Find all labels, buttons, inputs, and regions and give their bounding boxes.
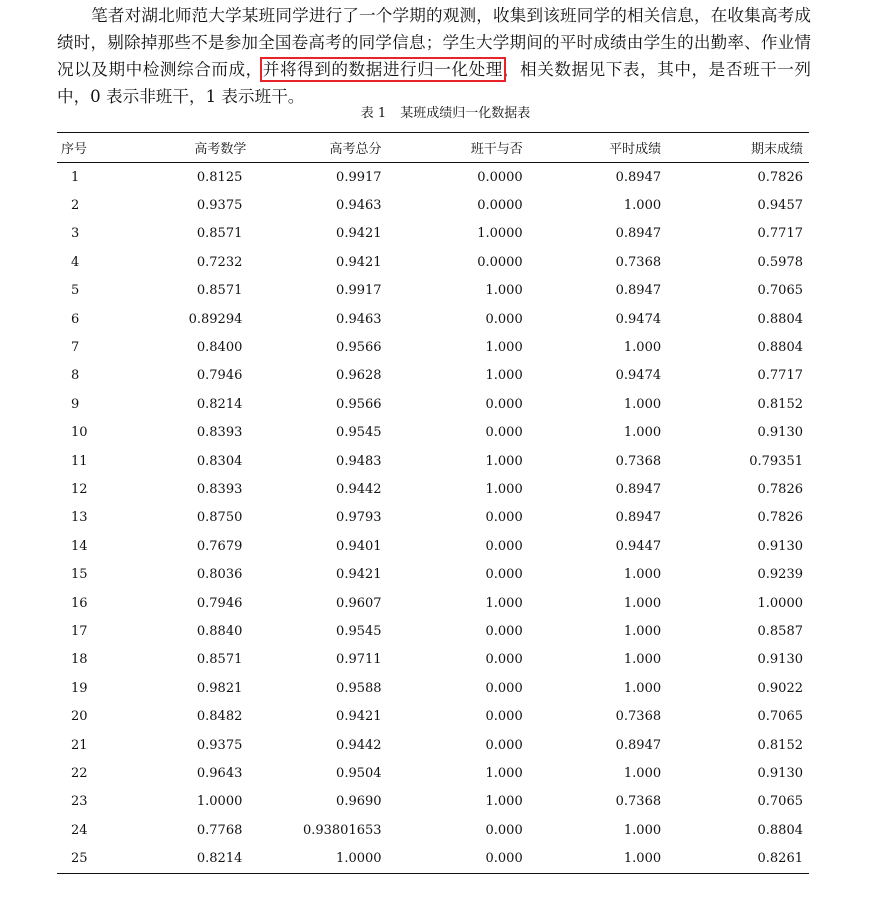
cell-index: 8 [71, 368, 80, 384]
table-row [57, 759, 809, 787]
table-row [57, 844, 809, 873]
cell-final-score: 0.79351 [749, 453, 803, 469]
header-index: 序号 [61, 142, 88, 157]
cell-index: 11 [71, 453, 88, 469]
cell-class-cadre: 0.0000 [477, 198, 523, 214]
cell-regular-score: 1.000 [623, 425, 662, 441]
cell-gaokao-math: 0.8393 [196, 425, 243, 441]
cell-regular-score: 1.000 [623, 623, 662, 639]
cell-gaokao-total: 0.9442 [336, 481, 382, 497]
cell-gaokao-math: 0.9375 [196, 737, 243, 753]
cell-final-score: 0.8261 [757, 851, 803, 867]
cell-final-score: 0.8152 [757, 396, 803, 412]
cell-index: 17 [71, 623, 88, 639]
table-row [57, 702, 809, 730]
cell-final-score: 0.7717 [757, 368, 803, 384]
cell-gaokao-total: 0.9442 [336, 737, 382, 753]
table-row [57, 362, 809, 390]
cell-class-cadre: 0.000 [485, 396, 523, 412]
cell-class-cadre: 1.000 [485, 765, 523, 781]
cell-index: 2 [71, 198, 80, 214]
cell-regular-score: 0.8947 [615, 481, 662, 497]
paragraph-text-part2: ，相关数据见下表，其中，是否班干一列中，0 表示非班干，1 表示班干。 [57, 60, 812, 106]
table-row [57, 447, 809, 475]
cell-final-score: 0.7826 [757, 481, 803, 497]
cell-regular-score: 0.7368 [615, 794, 662, 810]
cell-regular-score: 0.8947 [615, 226, 662, 242]
cell-class-cadre: 0.0000 [477, 254, 523, 270]
cell-class-cadre: 0.000 [485, 652, 523, 668]
cell-index: 14 [71, 538, 88, 554]
cell-gaokao-total: 0.9401 [336, 538, 382, 554]
cell-regular-score: 1.000 [623, 652, 662, 668]
cell-index: 4 [71, 254, 80, 270]
cell-final-score: 1.0000 [757, 595, 803, 611]
cell-gaokao-math: 0.8125 [196, 169, 243, 185]
cell-regular-score: 0.8947 [615, 283, 662, 299]
cell-gaokao-math: 0.89294 [188, 311, 243, 327]
cell-regular-score: 0.7368 [615, 254, 662, 270]
cell-gaokao-math: 0.7232 [196, 254, 243, 270]
cell-class-cadre: 1.000 [485, 368, 523, 384]
table-row [57, 220, 809, 248]
cell-gaokao-math: 0.8214 [196, 396, 243, 412]
cell-index: 6 [71, 311, 80, 327]
cell-class-cadre: 1.0000 [477, 226, 523, 242]
table-row [57, 504, 809, 532]
cell-class-cadre: 0.000 [485, 623, 523, 639]
cell-gaokao-math: 0.7679 [196, 538, 243, 554]
table-row [57, 475, 809, 503]
table-row [57, 731, 809, 759]
table-caption [0, 104, 891, 124]
cell-class-cadre: 0.000 [485, 709, 523, 725]
table-row [57, 390, 809, 418]
cell-gaokao-math: 0.8482 [196, 709, 243, 725]
cell-class-cadre: 1.000 [485, 283, 523, 299]
body-paragraph [57, 2, 811, 110]
cell-class-cadre: 0.000 [485, 851, 523, 867]
table-caption-title: 某班成绩归一化数据表 [400, 106, 531, 121]
cell-index: 7 [71, 340, 80, 356]
table-row [57, 419, 809, 447]
cell-gaokao-total: 0.9545 [336, 425, 382, 441]
cell-final-score: 0.8152 [757, 737, 803, 753]
cell-class-cadre: 0.000 [485, 737, 523, 753]
cell-gaokao-math: 0.7946 [196, 368, 243, 384]
cell-class-cadre: 0.000 [485, 538, 523, 554]
cell-index: 12 [71, 481, 88, 497]
cell-regular-score: 1.000 [623, 765, 662, 781]
cell-final-score: 0.9130 [757, 765, 803, 781]
cell-regular-score: 1.000 [623, 680, 662, 696]
cell-index: 21 [71, 737, 88, 753]
cell-gaokao-math: 0.8571 [196, 652, 243, 668]
header-gaokao-math: 高考数学 [194, 142, 247, 157]
cell-class-cadre: 1.000 [485, 340, 523, 356]
cell-index: 15 [71, 567, 88, 583]
table-row [57, 617, 809, 645]
table-row [57, 532, 809, 560]
cell-class-cadre: 0.000 [485, 311, 523, 327]
cell-gaokao-total: 0.9588 [336, 680, 382, 696]
cell-index: 16 [71, 595, 88, 611]
cell-gaokao-total: 0.9421 [336, 567, 382, 583]
cell-regular-score: 1.000 [623, 595, 662, 611]
cell-class-cadre: 0.000 [485, 822, 523, 838]
cell-regular-score: 1.000 [623, 822, 662, 838]
cell-final-score: 0.8804 [757, 311, 803, 327]
cell-regular-score: 1.000 [623, 198, 662, 214]
cell-class-cadre: 0.000 [485, 510, 523, 526]
cell-index: 24 [71, 822, 88, 838]
highlighted-phrase: 并将得到的数据进行归一化处理 [262, 60, 503, 79]
cell-index: 1 [71, 169, 80, 185]
cell-gaokao-total: 0.9917 [336, 169, 382, 185]
cell-class-cadre: 1.000 [485, 595, 523, 611]
cell-final-score: 0.5978 [757, 254, 803, 270]
cell-regular-score: 0.8947 [615, 737, 662, 753]
cell-regular-score: 0.9474 [615, 311, 662, 327]
cell-gaokao-total: 1.0000 [336, 851, 382, 867]
table-row [57, 788, 809, 816]
cell-gaokao-total: 0.93801653 [302, 822, 382, 838]
table-row [57, 163, 809, 192]
cell-gaokao-total: 0.9566 [336, 396, 382, 412]
cell-final-score: 0.8804 [757, 822, 803, 838]
cell-gaokao-math: 0.8571 [196, 226, 243, 242]
table-row [57, 560, 809, 588]
cell-index: 10 [71, 425, 88, 441]
cell-gaokao-total: 0.9690 [336, 794, 382, 810]
cell-class-cadre: 0.0000 [477, 169, 523, 185]
header-class-cadre: 班干与否 [470, 142, 523, 157]
cell-gaokao-total: 0.9421 [336, 254, 382, 270]
cell-class-cadre: 1.000 [485, 794, 523, 810]
cell-final-score: 0.7826 [757, 510, 803, 526]
table-caption-number: 表 1 [360, 106, 387, 121]
cell-regular-score: 1.000 [623, 340, 662, 356]
cell-final-score: 0.7717 [757, 226, 803, 242]
cell-final-score: 0.7065 [757, 283, 803, 299]
cell-regular-score: 0.9447 [615, 538, 662, 554]
cell-gaokao-math: 0.7946 [196, 595, 243, 611]
paragraph-text-part1: 笔者对湖北师范大学某班同学进行了一个学期的观测，收集到该班同学的相关信息，在收集高考成绩时，剔除掉那些不是参加全国卷高考的同学信息；学生大学期间的平时成绩由学生的出勤率、作业情况以及期中检测综合而成， [57, 6, 811, 79]
cell-final-score: 0.7065 [757, 794, 803, 810]
cell-class-cadre: 0.000 [485, 425, 523, 441]
cell-gaokao-math: 0.8393 [196, 481, 243, 497]
cell-index: 22 [71, 765, 88, 781]
cell-gaokao-math: 0.8840 [196, 623, 243, 639]
cell-index: 18 [71, 652, 88, 668]
cell-index: 9 [71, 396, 80, 412]
cell-final-score: 0.7065 [757, 709, 803, 725]
cell-index: 23 [71, 794, 88, 810]
cell-regular-score: 0.8947 [615, 510, 662, 526]
cell-class-cadre: 1.000 [485, 481, 523, 497]
cell-final-score: 0.8804 [757, 340, 803, 356]
cell-regular-score: 1.000 [623, 851, 662, 867]
cell-regular-score: 1.000 [623, 567, 662, 583]
cell-regular-score: 0.9474 [615, 368, 662, 384]
cell-gaokao-total: 0.9504 [336, 765, 382, 781]
table-row [57, 305, 809, 333]
cell-gaokao-total: 0.9463 [336, 198, 382, 214]
table-row [57, 333, 809, 361]
cell-gaokao-math: 0.8036 [196, 567, 243, 583]
table-header-row [57, 133, 809, 163]
cell-gaokao-math: 0.8214 [196, 851, 243, 867]
cell-gaokao-total: 0.9463 [336, 311, 382, 327]
cell-final-score: 0.9022 [757, 680, 803, 696]
cell-regular-score: 0.7368 [615, 709, 662, 725]
cell-index: 20 [71, 709, 88, 725]
cell-gaokao-math: 1.0000 [196, 794, 243, 810]
cell-gaokao-total: 0.9483 [336, 453, 382, 469]
cell-index: 13 [71, 510, 88, 526]
cell-class-cadre: 0.000 [485, 567, 523, 583]
cell-final-score: 0.9130 [757, 652, 803, 668]
table-row [57, 191, 809, 219]
cell-gaokao-total: 0.9628 [336, 368, 382, 384]
cell-gaokao-math: 0.8571 [196, 283, 243, 299]
cell-gaokao-math: 0.9821 [196, 680, 243, 696]
cell-gaokao-total: 0.9545 [336, 623, 382, 639]
cell-gaokao-math: 0.8750 [196, 510, 243, 526]
cell-final-score: 0.7826 [757, 169, 803, 185]
table-row [57, 674, 809, 702]
cell-final-score: 0.8587 [757, 623, 803, 639]
table-row [57, 277, 809, 305]
cell-index: 5 [71, 283, 80, 299]
cell-index: 19 [71, 680, 88, 696]
cell-index: 25 [71, 851, 88, 867]
table-body [57, 163, 809, 874]
cell-final-score: 0.9130 [757, 425, 803, 441]
cell-regular-score: 1.000 [623, 396, 662, 412]
table-row [57, 646, 809, 674]
cell-regular-score: 0.7368 [615, 453, 662, 469]
cell-gaokao-total: 0.9566 [336, 340, 382, 356]
cell-final-score: 0.9239 [757, 567, 803, 583]
table-row [57, 816, 809, 844]
table-row [57, 248, 809, 276]
cell-gaokao-total: 0.9607 [336, 595, 382, 611]
cell-gaokao-total: 0.9917 [336, 283, 382, 299]
cell-gaokao-total: 0.9421 [336, 226, 382, 242]
cell-regular-score: 0.8947 [615, 169, 662, 185]
cell-final-score: 0.9457 [757, 198, 803, 214]
header-regular-score: 平时成绩 [609, 142, 662, 157]
cell-final-score: 0.9130 [757, 538, 803, 554]
table-row [57, 589, 809, 617]
cell-gaokao-total: 0.9793 [336, 510, 382, 526]
cell-gaokao-math: 0.7768 [196, 822, 243, 838]
cell-index: 3 [71, 226, 80, 242]
cell-gaokao-math: 0.9643 [196, 765, 243, 781]
cell-gaokao-math: 0.8400 [196, 340, 243, 356]
cell-gaokao-total: 0.9421 [336, 709, 382, 725]
cell-class-cadre: 0.000 [485, 680, 523, 696]
cell-gaokao-math: 0.9375 [196, 198, 243, 214]
header-gaokao-total: 高考总分 [329, 142, 382, 157]
data-table [57, 132, 809, 874]
cell-gaokao-total: 0.9711 [336, 652, 382, 668]
cell-gaokao-math: 0.8304 [196, 453, 243, 469]
cell-class-cadre: 1.000 [485, 453, 523, 469]
header-final-score: 期末成绩 [750, 142, 803, 157]
